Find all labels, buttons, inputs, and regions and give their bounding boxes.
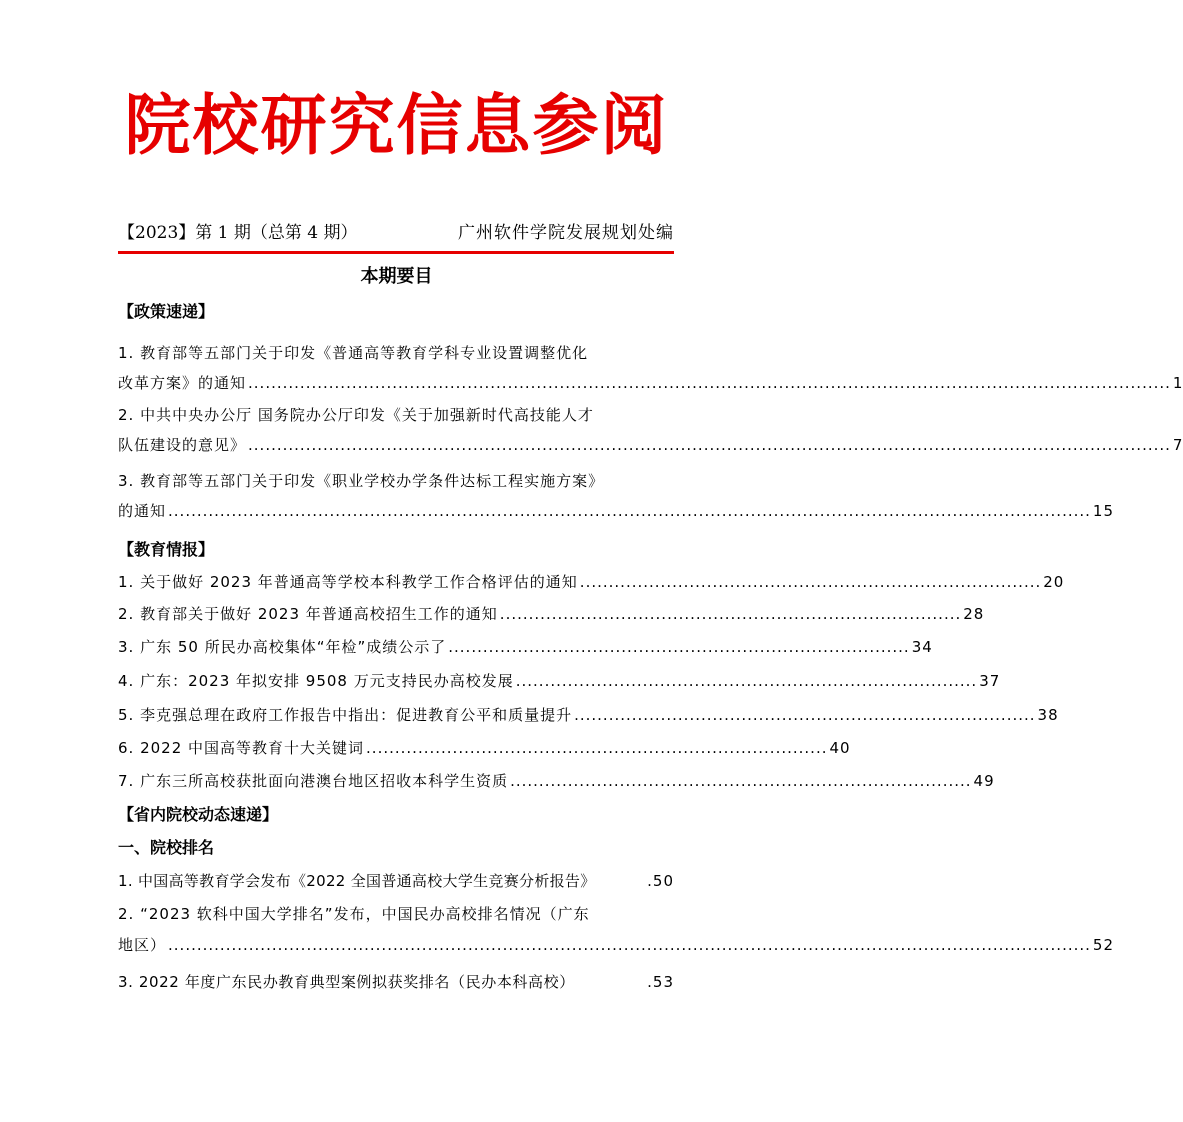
leader-dots: ................................................................................: [510, 772, 972, 790]
header-divider: [118, 251, 674, 254]
toc-page-number: .50: [647, 872, 674, 890]
toc-page-number: 38: [1037, 706, 1059, 724]
issue-publisher: 广州软件学院发展规划处编: [458, 223, 674, 243]
toc-title: 本期要目: [360, 266, 433, 287]
toc-entry-news-3[interactable]: [118, 635, 933, 659]
toc-entry-text: 7. 广东三所高校获批面向港澳台地区招收本科学生资质: [118, 772, 509, 790]
toc-entry-news-2[interactable]: [118, 602, 985, 626]
leader-dots: ................................................................................................................................................................: [168, 936, 1091, 954]
toc-entry-text: 3. 广东 50 所民办高校集体“年检”成绩公示了: [118, 638, 447, 656]
toc-entry-text: 3. 教育部等五部门关于印发《职业学校办学条件达标工程实施方案》: [118, 472, 605, 490]
toc-entry-policy-3[interactable]: [118, 469, 1114, 523]
toc-page-number: 49: [973, 772, 995, 790]
leader-dots: ................................................................................: [499, 605, 962, 623]
toc-entry-news-1[interactable]: [118, 570, 1065, 594]
toc-entry-text: 2. 教育部关于做好 2023 年普通高校招生工作的通知: [118, 605, 498, 623]
issue-number: 【2023】第 1 期（总第 4 期）: [118, 223, 358, 243]
toc-entry-text: 5. 李克强总理在政府工作报告中指出：促进教育公平和质量提升: [118, 706, 573, 724]
section-heading-news: 【教育情报】: [118, 540, 215, 559]
leader-dots: ................................................................................: [515, 672, 978, 690]
leader-dots: ................................................................................: [574, 706, 1036, 724]
toc-entry-ranking-3[interactable]: [118, 970, 674, 994]
toc-entry-text: 队伍建设的意见》: [118, 436, 247, 454]
leader-dots: ................................................................................................................................................................: [248, 374, 1171, 392]
issue-info-row: [118, 218, 674, 244]
masthead-title: 院校研究信息参阅: [124, 86, 669, 164]
section-heading-policy: 【政策速递】: [118, 302, 215, 321]
leader-dots: ................................................................................: [579, 573, 1042, 591]
toc-page-number: 28: [963, 605, 985, 623]
toc-entry-text: 2. “2023 软科中国大学排名”发布，中国民办高校排名情况（广东: [118, 905, 590, 923]
toc-page-number: 40: [829, 739, 851, 757]
toc-page-number: 7: [1172, 436, 1183, 454]
toc-page-number: 37: [979, 672, 1001, 690]
toc-entry-news-7[interactable]: [118, 769, 995, 793]
leader-dots: ................................................................................................................................................................: [168, 502, 1091, 520]
toc-entry-text: 2. 中共中央办公厅 国务院办公厅印发《关于加强新时代高技能人才: [118, 406, 594, 424]
toc-entry-text: 6. 2022 中国高等教育十大关键词: [118, 739, 365, 757]
toc-entry-news-4[interactable]: [118, 669, 1001, 693]
toc-page-number: 20: [1043, 573, 1065, 591]
toc-entry-text: 地区）: [118, 936, 167, 954]
toc-entry-text: 1. 教育部等五部门关于印发《普通高等教育学科专业设置调整优化: [118, 344, 589, 362]
toc-entry-text: 的通知: [118, 502, 167, 520]
toc-entry-policy-2[interactable]: [118, 403, 1183, 457]
toc-entry-ranking-1[interactable]: [118, 869, 674, 893]
toc-entry-news-5[interactable]: [118, 703, 1059, 727]
section-heading-province: 【省内院校动态速递】: [118, 805, 279, 824]
toc-entry-text: 1. 关于做好 2023 年普通高等学校本科教学工作合格评估的通知: [118, 573, 578, 591]
toc-page-number: 34: [911, 638, 933, 656]
toc-entry-text: 4. 广东：2023 年拟安排 9508 万元支持民办高校发展: [118, 672, 514, 690]
leader-dots: ................................................................................................................................................................: [248, 436, 1171, 454]
toc-entry-text: 改革方案》的通知: [118, 374, 247, 392]
toc-entry-news-6[interactable]: [118, 736, 851, 760]
leader-dots: ................................................................................: [366, 739, 828, 757]
toc-page-number: 15: [1092, 502, 1114, 520]
subsection-heading-ranking: 一、院校排名: [118, 838, 215, 857]
toc-entry-text: 3. 2022 年度广东民办教育典型案例拟获奖排名（民办本科高校）: [118, 973, 575, 991]
toc-entry-ranking-2[interactable]: [118, 902, 1114, 957]
toc-entry-text: 1. 中国高等教育学会发布《2022 全国普通高校大学生竞赛分析报告》: [118, 872, 596, 890]
leader-dots: ................................................................................: [448, 638, 910, 656]
toc-page-number: 1: [1172, 374, 1183, 392]
toc-page-number: 52: [1092, 936, 1114, 954]
toc-page-number: .53: [647, 973, 674, 991]
toc-entry-policy-1[interactable]: [118, 341, 1183, 395]
